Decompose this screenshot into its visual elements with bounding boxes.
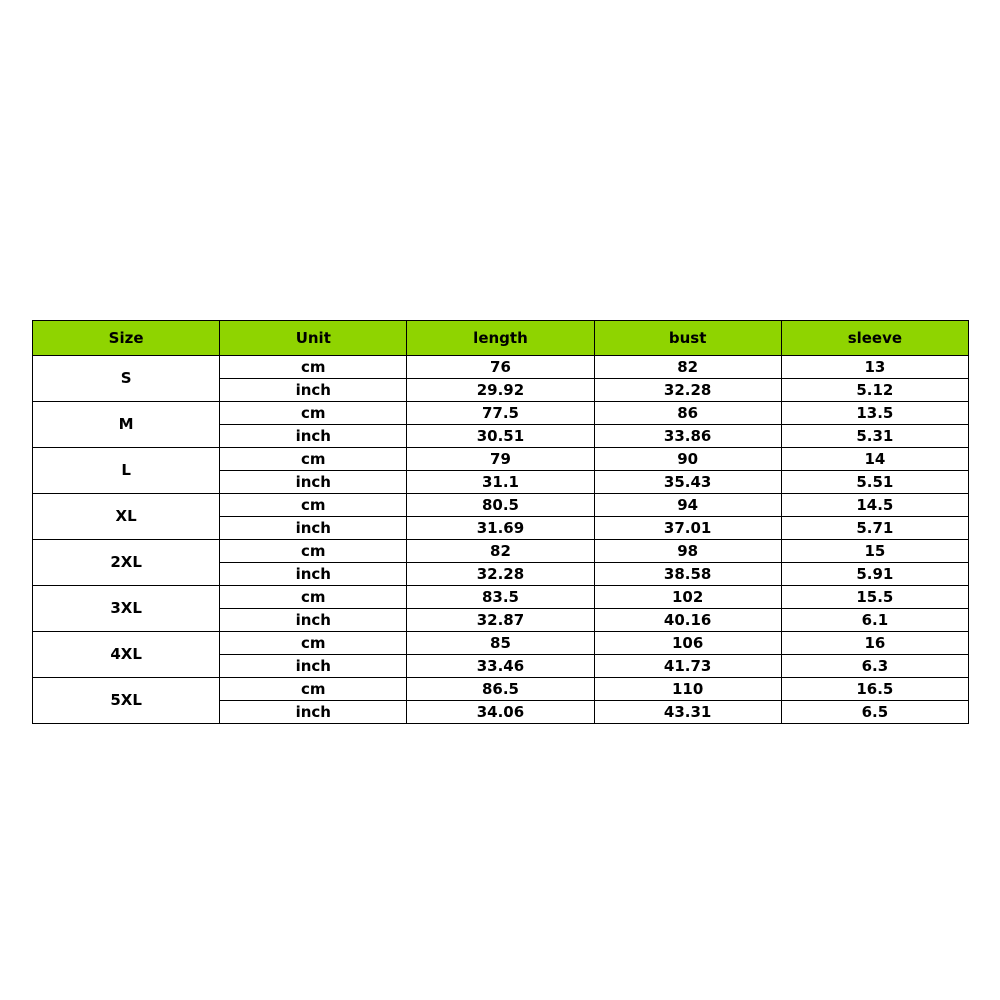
length-cell: 32.28 [407, 563, 594, 586]
length-cell: 31.1 [407, 471, 594, 494]
table-row [33, 402, 969, 425]
bust-cell: 32.28 [594, 379, 781, 402]
length-cell: 29.92 [407, 379, 594, 402]
size-cell: 3XL [33, 586, 220, 632]
bust-cell: 40.16 [594, 609, 781, 632]
table-row [33, 494, 969, 517]
length-cell: 31.69 [407, 517, 594, 540]
bust-cell: 33.86 [594, 425, 781, 448]
unit-cell: cm [220, 540, 407, 563]
unit-cell: inch [220, 563, 407, 586]
column-header-length: length [407, 321, 594, 356]
table-row [33, 356, 969, 379]
unit-cell: inch [220, 471, 407, 494]
size-cell: M [33, 402, 220, 448]
bust-cell: 90 [594, 448, 781, 471]
sleeve-cell: 5.31 [781, 425, 968, 448]
column-header-bust: bust [594, 321, 781, 356]
table-row [33, 632, 969, 655]
unit-cell: cm [220, 356, 407, 379]
column-header-sleeve: sleeve [781, 321, 968, 356]
sleeve-cell: 15 [781, 540, 968, 563]
size-cell: 2XL [33, 540, 220, 586]
unit-cell: inch [220, 701, 407, 724]
length-cell: 32.87 [407, 609, 594, 632]
unit-cell: cm [220, 632, 407, 655]
bust-cell: 43.31 [594, 701, 781, 724]
sleeve-cell: 6.1 [781, 609, 968, 632]
header-row [33, 321, 969, 356]
sleeve-cell: 5.71 [781, 517, 968, 540]
table-row [33, 586, 969, 609]
sleeve-cell: 16.5 [781, 678, 968, 701]
unit-cell: inch [220, 379, 407, 402]
bust-cell: 38.58 [594, 563, 781, 586]
size-cell: L [33, 448, 220, 494]
sleeve-cell: 13 [781, 356, 968, 379]
unit-cell: cm [220, 494, 407, 517]
column-header-unit: Unit [220, 321, 407, 356]
bust-cell: 86 [594, 402, 781, 425]
length-cell: 83.5 [407, 586, 594, 609]
unit-cell: inch [220, 655, 407, 678]
length-cell: 86.5 [407, 678, 594, 701]
size-cell: 5XL [33, 678, 220, 724]
sleeve-cell: 6.3 [781, 655, 968, 678]
unit-cell: cm [220, 448, 407, 471]
column-header-size: Size [33, 321, 220, 356]
size-cell: XL [33, 494, 220, 540]
size-cell: S [33, 356, 220, 402]
bust-cell: 98 [594, 540, 781, 563]
sleeve-cell: 13.5 [781, 402, 968, 425]
length-cell: 79 [407, 448, 594, 471]
unit-cell: cm [220, 586, 407, 609]
unit-cell: inch [220, 609, 407, 632]
length-cell: 30.51 [407, 425, 594, 448]
size-cell: 4XL [33, 632, 220, 678]
length-cell: 77.5 [407, 402, 594, 425]
bust-cell: 41.73 [594, 655, 781, 678]
bust-cell: 110 [594, 678, 781, 701]
length-cell: 34.06 [407, 701, 594, 724]
sleeve-cell: 15.5 [781, 586, 968, 609]
length-cell: 76 [407, 356, 594, 379]
unit-cell: cm [220, 402, 407, 425]
unit-cell: inch [220, 425, 407, 448]
bust-cell: 37.01 [594, 517, 781, 540]
length-cell: 80.5 [407, 494, 594, 517]
sleeve-cell: 5.91 [781, 563, 968, 586]
sleeve-cell: 5.51 [781, 471, 968, 494]
size-chart-table [32, 320, 969, 724]
sleeve-cell: 16 [781, 632, 968, 655]
table-row [33, 540, 969, 563]
bust-cell: 35.43 [594, 471, 781, 494]
bust-cell: 82 [594, 356, 781, 379]
unit-cell: inch [220, 517, 407, 540]
bust-cell: 106 [594, 632, 781, 655]
table-header [33, 321, 969, 356]
length-cell: 82 [407, 540, 594, 563]
sleeve-cell: 14.5 [781, 494, 968, 517]
unit-cell: cm [220, 678, 407, 701]
table-row [33, 448, 969, 471]
sleeve-cell: 5.12 [781, 379, 968, 402]
sleeve-cell: 14 [781, 448, 968, 471]
table-body [33, 356, 969, 724]
table-row [33, 678, 969, 701]
sleeve-cell: 6.5 [781, 701, 968, 724]
bust-cell: 102 [594, 586, 781, 609]
length-cell: 33.46 [407, 655, 594, 678]
bust-cell: 94 [594, 494, 781, 517]
length-cell: 85 [407, 632, 594, 655]
